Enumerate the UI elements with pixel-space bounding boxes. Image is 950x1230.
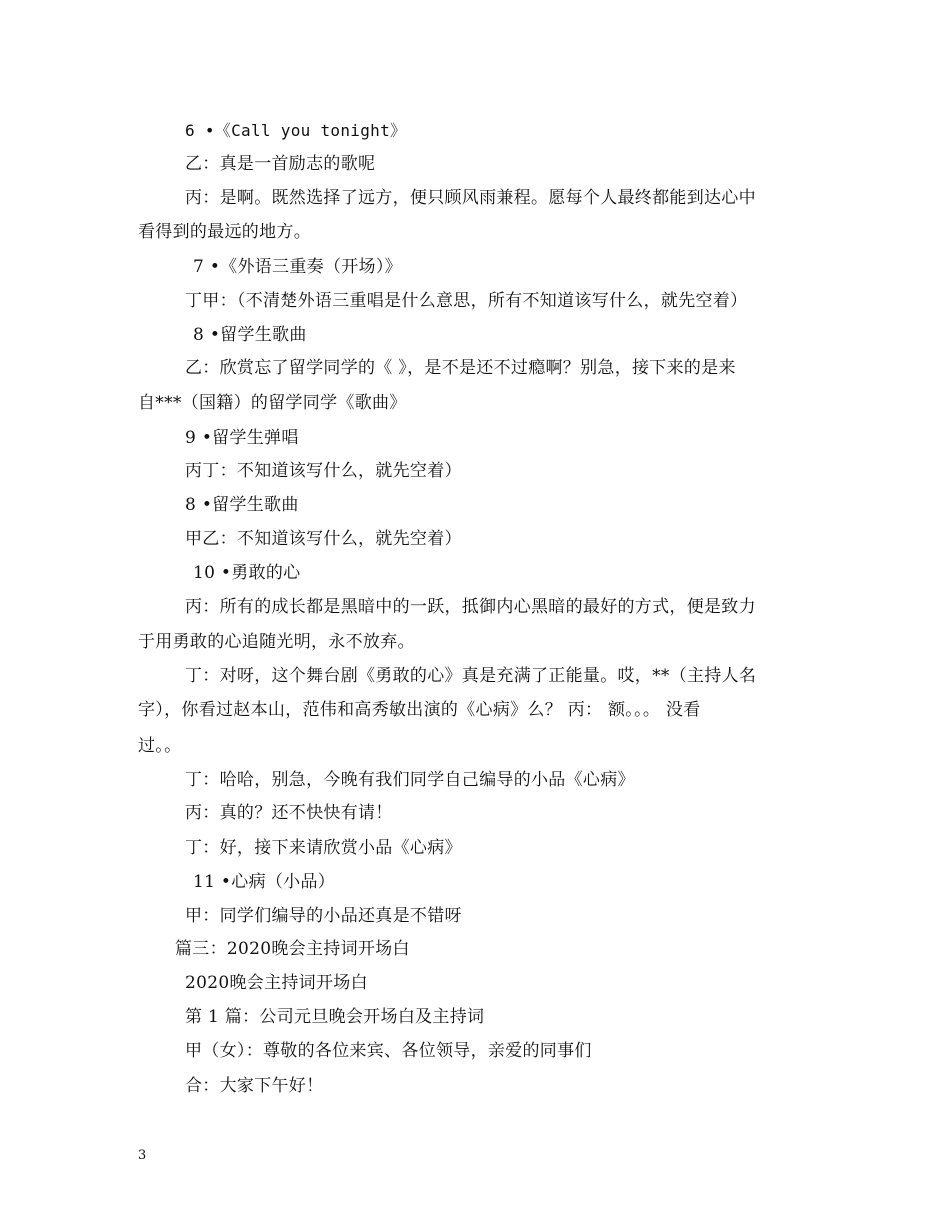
program-item-6: 6 •《Call you tonight》 [185,121,407,140]
dialogue-line: 丙：是啊。既然选择了远方，便只顾风雨兼程。愿每个人最终都能到达心中 [185,188,756,208]
dialogue-line: 丙：所有的成长都是黑暗中的一跃，抵御内心黑暗的最好的方式，便是致力 [185,597,756,617]
dialogue-line: 甲（女）：尊敬的各位来宾、各位领导，亲爱的同事们 [185,1041,592,1061]
program-item-8b: 8 •留学生歌曲 [185,495,299,515]
program-item-8: 8 •留学生歌曲 [193,325,307,345]
dialogue-continuation: 过。。 [138,736,182,756]
program-item-11: 11 •心病（小品） [193,872,336,892]
dialogue-line: 甲：同学们编导的小品还真是不错呀 [185,906,462,926]
article-title: 第 1 篇：公司元旦晚会开场白及主持词 [185,1007,485,1027]
dialogue-line: 丁：对呀，这个舞台剧《勇敢的心》真是充满了正能量。哎，**（主持人名 [185,666,757,686]
program-item-9: 9 •留学生弹唱 [185,428,299,448]
dialogue-line: 甲乙：不知道该写什么，就先空着） [185,529,462,549]
section-subheading: 2020晚会主持词开场白 [185,973,368,993]
dialogue-line: 丁：哈哈，别急，今晚有我们同学自己编导的小品《心病》 [185,770,635,790]
dialogue-continuation: 看得到的最远的地方。 [138,222,311,242]
dialogue-continuation: 于用勇敢的心追随光明，永不放弃。 [138,632,415,652]
dialogue-line: 丙丁：不知道该写什么，就先空着） [185,461,462,481]
dialogue-continuation: 字），你看过赵本山，范伟和高秀敏出演的《心病》么？ 丙： 额。。。 没看 [138,700,701,720]
dialogue-continuation: 自***（国籍）的留学同学《歌曲》 [138,393,407,413]
dialogue-line: 合：大家下午好！ [185,1076,324,1096]
dialogue-line: 乙：真是一首励志的歌呢 [185,154,376,174]
dialogue-line: 乙：欣赏忘了留学同学的《 》，是不是还不过瘾啊？别急，接下来的是来 [185,358,736,378]
program-item-7: 7 •《外语三重奏（开场）》 [193,257,402,277]
dialogue-line: 丁甲：（不清楚外语三重唱是什么意思，所有不知道该写什么，就先空着） [185,291,748,311]
program-item-10: 10 •勇敢的心 [193,563,301,583]
page-number: 3 [138,1148,147,1163]
dialogue-line: 丙：真的？还不快快有请！ [185,803,393,823]
section-heading: 篇三：2020晚会主持词开场白 [175,939,410,959]
dialogue-line: 丁：好，接下来请欣赏小品《心病》 [185,838,462,858]
